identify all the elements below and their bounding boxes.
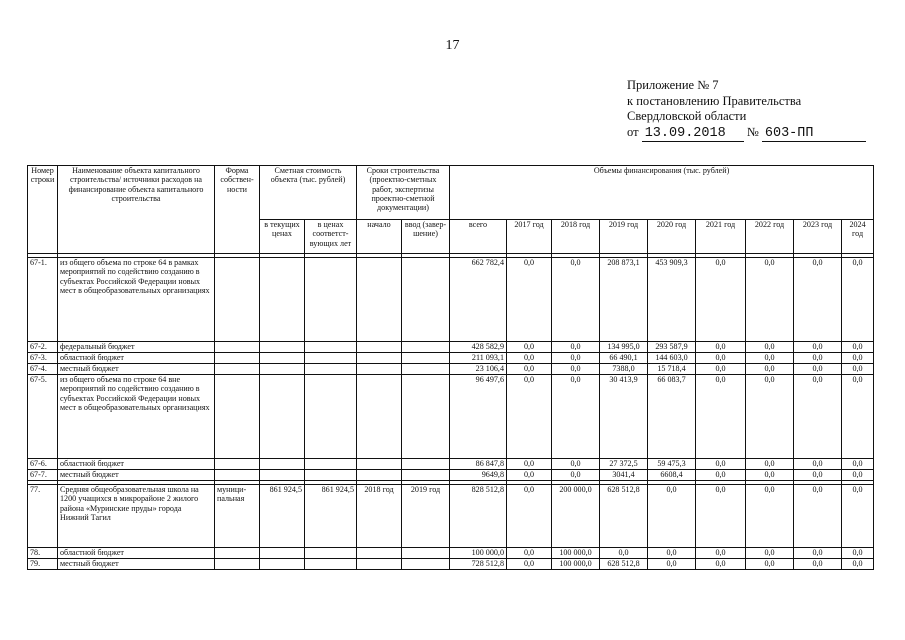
year-value-cell: 0,0 bbox=[552, 364, 600, 375]
table-row bbox=[28, 353, 874, 364]
year-value-cell: 30 413,9 bbox=[600, 375, 648, 459]
total-cell: 728 512,8 bbox=[450, 559, 507, 570]
year-value-cell: 0,0 bbox=[794, 485, 842, 548]
year-value-cell: 0,0 bbox=[696, 364, 746, 375]
table-row bbox=[28, 470, 874, 481]
year-value-cell: 6608,4 bbox=[648, 470, 696, 481]
total-cell: 828 512,8 bbox=[450, 485, 507, 548]
total-cell: 86 847,8 bbox=[450, 459, 507, 470]
year-value-cell: 0,0 bbox=[696, 559, 746, 570]
end-cell bbox=[402, 375, 450, 459]
year-value-cell: 0,0 bbox=[507, 548, 552, 559]
year-value-cell: 0,0 bbox=[507, 470, 552, 481]
cost-base-cell bbox=[305, 548, 357, 559]
year-value-cell: 0,0 bbox=[696, 258, 746, 342]
year-value-cell: 0,0 bbox=[842, 559, 874, 570]
table-body bbox=[28, 258, 874, 570]
object-name-cell: областной бюджет bbox=[58, 548, 215, 559]
year-value-cell: 0,0 bbox=[842, 353, 874, 364]
appendix-date-number-line bbox=[627, 125, 866, 142]
total-cell: 9649,8 bbox=[450, 470, 507, 481]
total-cell: 428 582,9 bbox=[450, 342, 507, 353]
end-cell bbox=[402, 258, 450, 342]
ownership-cell bbox=[215, 548, 260, 559]
header-cost-current-prices: в текущих ценах bbox=[260, 220, 305, 254]
year-value-cell: 0,0 bbox=[507, 258, 552, 342]
cost-base-cell bbox=[305, 353, 357, 364]
object-name-cell: Средняя общеобразовательная школа на 1200 учащихся в микрорайоне 2 жилого района «Муринские пруды» города Нижний Тагил bbox=[58, 485, 215, 548]
year-value-cell: 0,0 bbox=[794, 375, 842, 459]
year-value-cell: 453 909,3 bbox=[648, 258, 696, 342]
header-year-2023: 2023 год bbox=[794, 220, 842, 254]
header-year-2017: 2017 год bbox=[507, 220, 552, 254]
end-cell bbox=[402, 548, 450, 559]
year-value-cell: 293 587,9 bbox=[648, 342, 696, 353]
header-cost-year-prices: в ценах соответст-вующих лет bbox=[305, 220, 357, 254]
date-prefix: от bbox=[627, 124, 639, 139]
year-value-cell: 0,0 bbox=[794, 258, 842, 342]
cost-current-cell bbox=[260, 559, 305, 570]
end-cell bbox=[402, 353, 450, 364]
start-cell bbox=[357, 258, 402, 342]
year-value-cell: 59 475,3 bbox=[648, 459, 696, 470]
table-row bbox=[28, 364, 874, 375]
row-number-cell: 77. bbox=[28, 485, 58, 548]
header-total: всего bbox=[450, 220, 507, 254]
year-value-cell: 0,0 bbox=[746, 342, 794, 353]
year-value-cell: 15 718,4 bbox=[648, 364, 696, 375]
year-value-cell: 0,0 bbox=[552, 375, 600, 459]
year-value-cell: 144 603,0 bbox=[648, 353, 696, 364]
year-value-cell: 0,0 bbox=[746, 548, 794, 559]
row-number-cell: 67-7. bbox=[28, 470, 58, 481]
appendix-title: Приложение № 7 bbox=[627, 78, 719, 92]
year-value-cell: 0,0 bbox=[842, 258, 874, 342]
object-name-cell: областной бюджет bbox=[58, 353, 215, 364]
start-cell bbox=[357, 559, 402, 570]
year-value-cell: 66 490,1 bbox=[600, 353, 648, 364]
year-value-cell: 0,0 bbox=[696, 342, 746, 353]
object-name-cell: местный бюджет bbox=[58, 559, 215, 570]
year-value-cell: 0,0 bbox=[507, 342, 552, 353]
table-row bbox=[28, 459, 874, 470]
year-value-cell: 0,0 bbox=[794, 548, 842, 559]
year-value-cell: 0,0 bbox=[696, 375, 746, 459]
object-name-cell: областной бюджет bbox=[58, 459, 215, 470]
object-name-cell: из общего объема по строке 64 в рамках мероприятий по содействию созданию в субъектах Российской Федерации новых мест в общеобразовательных организациях bbox=[58, 258, 215, 342]
cost-base-cell bbox=[305, 470, 357, 481]
cost-current-cell bbox=[260, 353, 305, 364]
total-cell: 96 497,6 bbox=[450, 375, 507, 459]
header-completion: ввод (завер-шение) bbox=[402, 220, 450, 254]
year-value-cell: 0,0 bbox=[507, 459, 552, 470]
year-value-cell: 0,0 bbox=[552, 258, 600, 342]
header-year-2018: 2018 год bbox=[552, 220, 600, 254]
year-value-cell: 0,0 bbox=[746, 258, 794, 342]
header-funding-volumes: Объемы финансирования (тыс. рублей) bbox=[450, 166, 874, 220]
year-value-cell: 0,0 bbox=[696, 459, 746, 470]
year-value-cell: 0,0 bbox=[648, 485, 696, 548]
year-value-cell: 0,0 bbox=[696, 353, 746, 364]
year-value-cell: 628 512,8 bbox=[600, 485, 648, 548]
year-value-cell: 100 000,0 bbox=[552, 559, 600, 570]
object-name-cell: местный бюджет bbox=[58, 470, 215, 481]
start-cell bbox=[357, 470, 402, 481]
cost-current-cell bbox=[260, 548, 305, 559]
header-year-2022: 2022 год bbox=[746, 220, 794, 254]
end-cell bbox=[402, 559, 450, 570]
start-cell bbox=[357, 342, 402, 353]
year-value-cell: 0,0 bbox=[842, 485, 874, 548]
year-value-cell: 0,0 bbox=[746, 559, 794, 570]
year-value-cell: 208 873,1 bbox=[600, 258, 648, 342]
cost-base-cell bbox=[305, 342, 357, 353]
total-cell: 23 106,4 bbox=[450, 364, 507, 375]
ownership-cell bbox=[215, 470, 260, 481]
appendix-region-line: Свердловской области bbox=[627, 109, 747, 123]
end-cell bbox=[402, 342, 450, 353]
header-ownership: Форма собствен-ности bbox=[215, 166, 260, 254]
year-value-cell: 0,0 bbox=[794, 559, 842, 570]
total-cell: 662 782,4 bbox=[450, 258, 507, 342]
total-cell: 211 093,1 bbox=[450, 353, 507, 364]
year-value-cell: 0,0 bbox=[507, 485, 552, 548]
ownership-cell bbox=[215, 559, 260, 570]
table-row bbox=[28, 375, 874, 459]
ownership-cell bbox=[215, 342, 260, 353]
header-construction-terms: Сроки строительства (проектно-сметных работ, экспертизы проектно-сметной документации) bbox=[357, 166, 450, 220]
year-value-cell: 0,0 bbox=[507, 364, 552, 375]
year-value-cell: 0,0 bbox=[600, 548, 648, 559]
start-cell bbox=[357, 459, 402, 470]
row-number-cell: 67-3. bbox=[28, 353, 58, 364]
year-value-cell: 0,0 bbox=[746, 353, 794, 364]
cost-base-cell bbox=[305, 375, 357, 459]
ownership-cell bbox=[215, 364, 260, 375]
total-cell: 100 000,0 bbox=[450, 548, 507, 559]
year-value-cell: 0,0 bbox=[746, 364, 794, 375]
end-cell bbox=[402, 459, 450, 470]
year-value-cell: 0,0 bbox=[648, 559, 696, 570]
header-row-number: Номер строки bbox=[28, 166, 58, 254]
start-cell bbox=[357, 353, 402, 364]
cost-base-cell bbox=[305, 258, 357, 342]
year-value-cell: 0,0 bbox=[746, 485, 794, 548]
row-number-cell: 67-5. bbox=[28, 375, 58, 459]
year-value-cell: 0,0 bbox=[746, 470, 794, 481]
header-start: начало bbox=[357, 220, 402, 254]
year-value-cell: 0,0 bbox=[842, 459, 874, 470]
table-header bbox=[28, 166, 874, 258]
end-cell bbox=[402, 470, 450, 481]
ownership-cell bbox=[215, 258, 260, 342]
year-value-cell: 0,0 bbox=[794, 459, 842, 470]
start-cell bbox=[357, 364, 402, 375]
table-row bbox=[28, 485, 874, 548]
year-value-cell: 0,0 bbox=[648, 548, 696, 559]
appendix-header bbox=[627, 78, 866, 142]
resolution-date: 13.09.2018 bbox=[642, 127, 744, 142]
page-number: 17 bbox=[445, 38, 460, 53]
cost-base-cell bbox=[305, 364, 357, 375]
cost-base-cell bbox=[305, 559, 357, 570]
year-value-cell: 0,0 bbox=[842, 364, 874, 375]
row-number-cell: 67-4. bbox=[28, 364, 58, 375]
year-value-cell: 0,0 bbox=[552, 353, 600, 364]
object-name-cell: федеральный бюджет bbox=[58, 342, 215, 353]
year-value-cell: 0,0 bbox=[552, 342, 600, 353]
year-value-cell: 0,0 bbox=[507, 353, 552, 364]
year-value-cell: 66 083,7 bbox=[648, 375, 696, 459]
header-year-2019: 2019 год bbox=[600, 220, 648, 254]
ownership-cell bbox=[215, 353, 260, 364]
row-number-cell: 79. bbox=[28, 559, 58, 570]
year-value-cell: 0,0 bbox=[794, 364, 842, 375]
object-name-cell: из общего объема по строке 64 вне мероприятий по содействию созданию в субъектах Российской Федерации новых мест в общеобразовательных организациях bbox=[58, 375, 215, 459]
year-value-cell: 0,0 bbox=[552, 459, 600, 470]
cost-current-cell bbox=[260, 470, 305, 481]
year-value-cell: 0,0 bbox=[507, 375, 552, 459]
year-value-cell: 628 512,8 bbox=[600, 559, 648, 570]
year-value-cell: 0,0 bbox=[842, 375, 874, 459]
year-value-cell: 200 000,0 bbox=[552, 485, 600, 548]
appendix-resolution-line: к постановлению Правительства bbox=[627, 93, 802, 108]
cost-current-cell bbox=[260, 342, 305, 353]
row-number-cell: 67-6. bbox=[28, 459, 58, 470]
header-estimate-cost: Сметная стоимость объекта (тыс. рублей) bbox=[260, 166, 357, 220]
year-value-cell: 0,0 bbox=[696, 470, 746, 481]
cost-base-cell bbox=[305, 459, 357, 470]
year-value-cell: 27 372,5 bbox=[600, 459, 648, 470]
year-value-cell: 0,0 bbox=[794, 470, 842, 481]
ownership-cell: муници-пальная bbox=[215, 485, 260, 548]
resolution-number: 603-ПП bbox=[762, 127, 866, 142]
row-number-cell: 78. bbox=[28, 548, 58, 559]
cost-current-cell bbox=[260, 258, 305, 342]
year-value-cell: 100 000,0 bbox=[552, 548, 600, 559]
year-value-cell: 3041,4 bbox=[600, 470, 648, 481]
cost-current-cell bbox=[260, 364, 305, 375]
cost-current-cell: 861 924,5 bbox=[260, 485, 305, 548]
year-value-cell: 0,0 bbox=[842, 342, 874, 353]
ownership-cell bbox=[215, 375, 260, 459]
cost-current-cell bbox=[260, 375, 305, 459]
cost-base-cell: 861 924,5 bbox=[305, 485, 357, 548]
year-value-cell: 0,0 bbox=[794, 342, 842, 353]
header-object-name: Наименование объекта капитального строительства/ источники расходов на финансирование объекта капитального строительства bbox=[58, 166, 215, 254]
year-value-cell: 0,0 bbox=[696, 548, 746, 559]
table-row bbox=[28, 548, 874, 559]
cost-current-cell bbox=[260, 459, 305, 470]
table-row bbox=[28, 342, 874, 353]
header-year-2021: 2021 год bbox=[696, 220, 746, 254]
row-number-cell: 67-1. bbox=[28, 258, 58, 342]
end-cell: 2019 год bbox=[402, 485, 450, 548]
object-name-cell: местный бюджет bbox=[58, 364, 215, 375]
start-cell: 2018 год bbox=[357, 485, 402, 548]
funding-table bbox=[27, 165, 874, 570]
ownership-cell bbox=[215, 459, 260, 470]
year-value-cell: 0,0 bbox=[842, 470, 874, 481]
row-number-cell: 67-2. bbox=[28, 342, 58, 353]
year-value-cell: 0,0 bbox=[746, 375, 794, 459]
year-value-cell: 0,0 bbox=[696, 485, 746, 548]
year-value-cell: 0,0 bbox=[794, 353, 842, 364]
start-cell bbox=[357, 548, 402, 559]
end-cell bbox=[402, 364, 450, 375]
table-row bbox=[28, 559, 874, 570]
header-year-2020: 2020 год bbox=[648, 220, 696, 254]
year-value-cell: 0,0 bbox=[746, 459, 794, 470]
start-cell bbox=[357, 375, 402, 459]
year-value-cell: 7388,0 bbox=[600, 364, 648, 375]
year-value-cell: 0,0 bbox=[552, 470, 600, 481]
year-value-cell: 134 995,0 bbox=[600, 342, 648, 353]
header-year-2024: 2024 год bbox=[842, 220, 874, 254]
table-row bbox=[28, 258, 874, 342]
year-value-cell: 0,0 bbox=[842, 548, 874, 559]
number-prefix: № bbox=[746, 124, 759, 139]
year-value-cell: 0,0 bbox=[507, 559, 552, 570]
